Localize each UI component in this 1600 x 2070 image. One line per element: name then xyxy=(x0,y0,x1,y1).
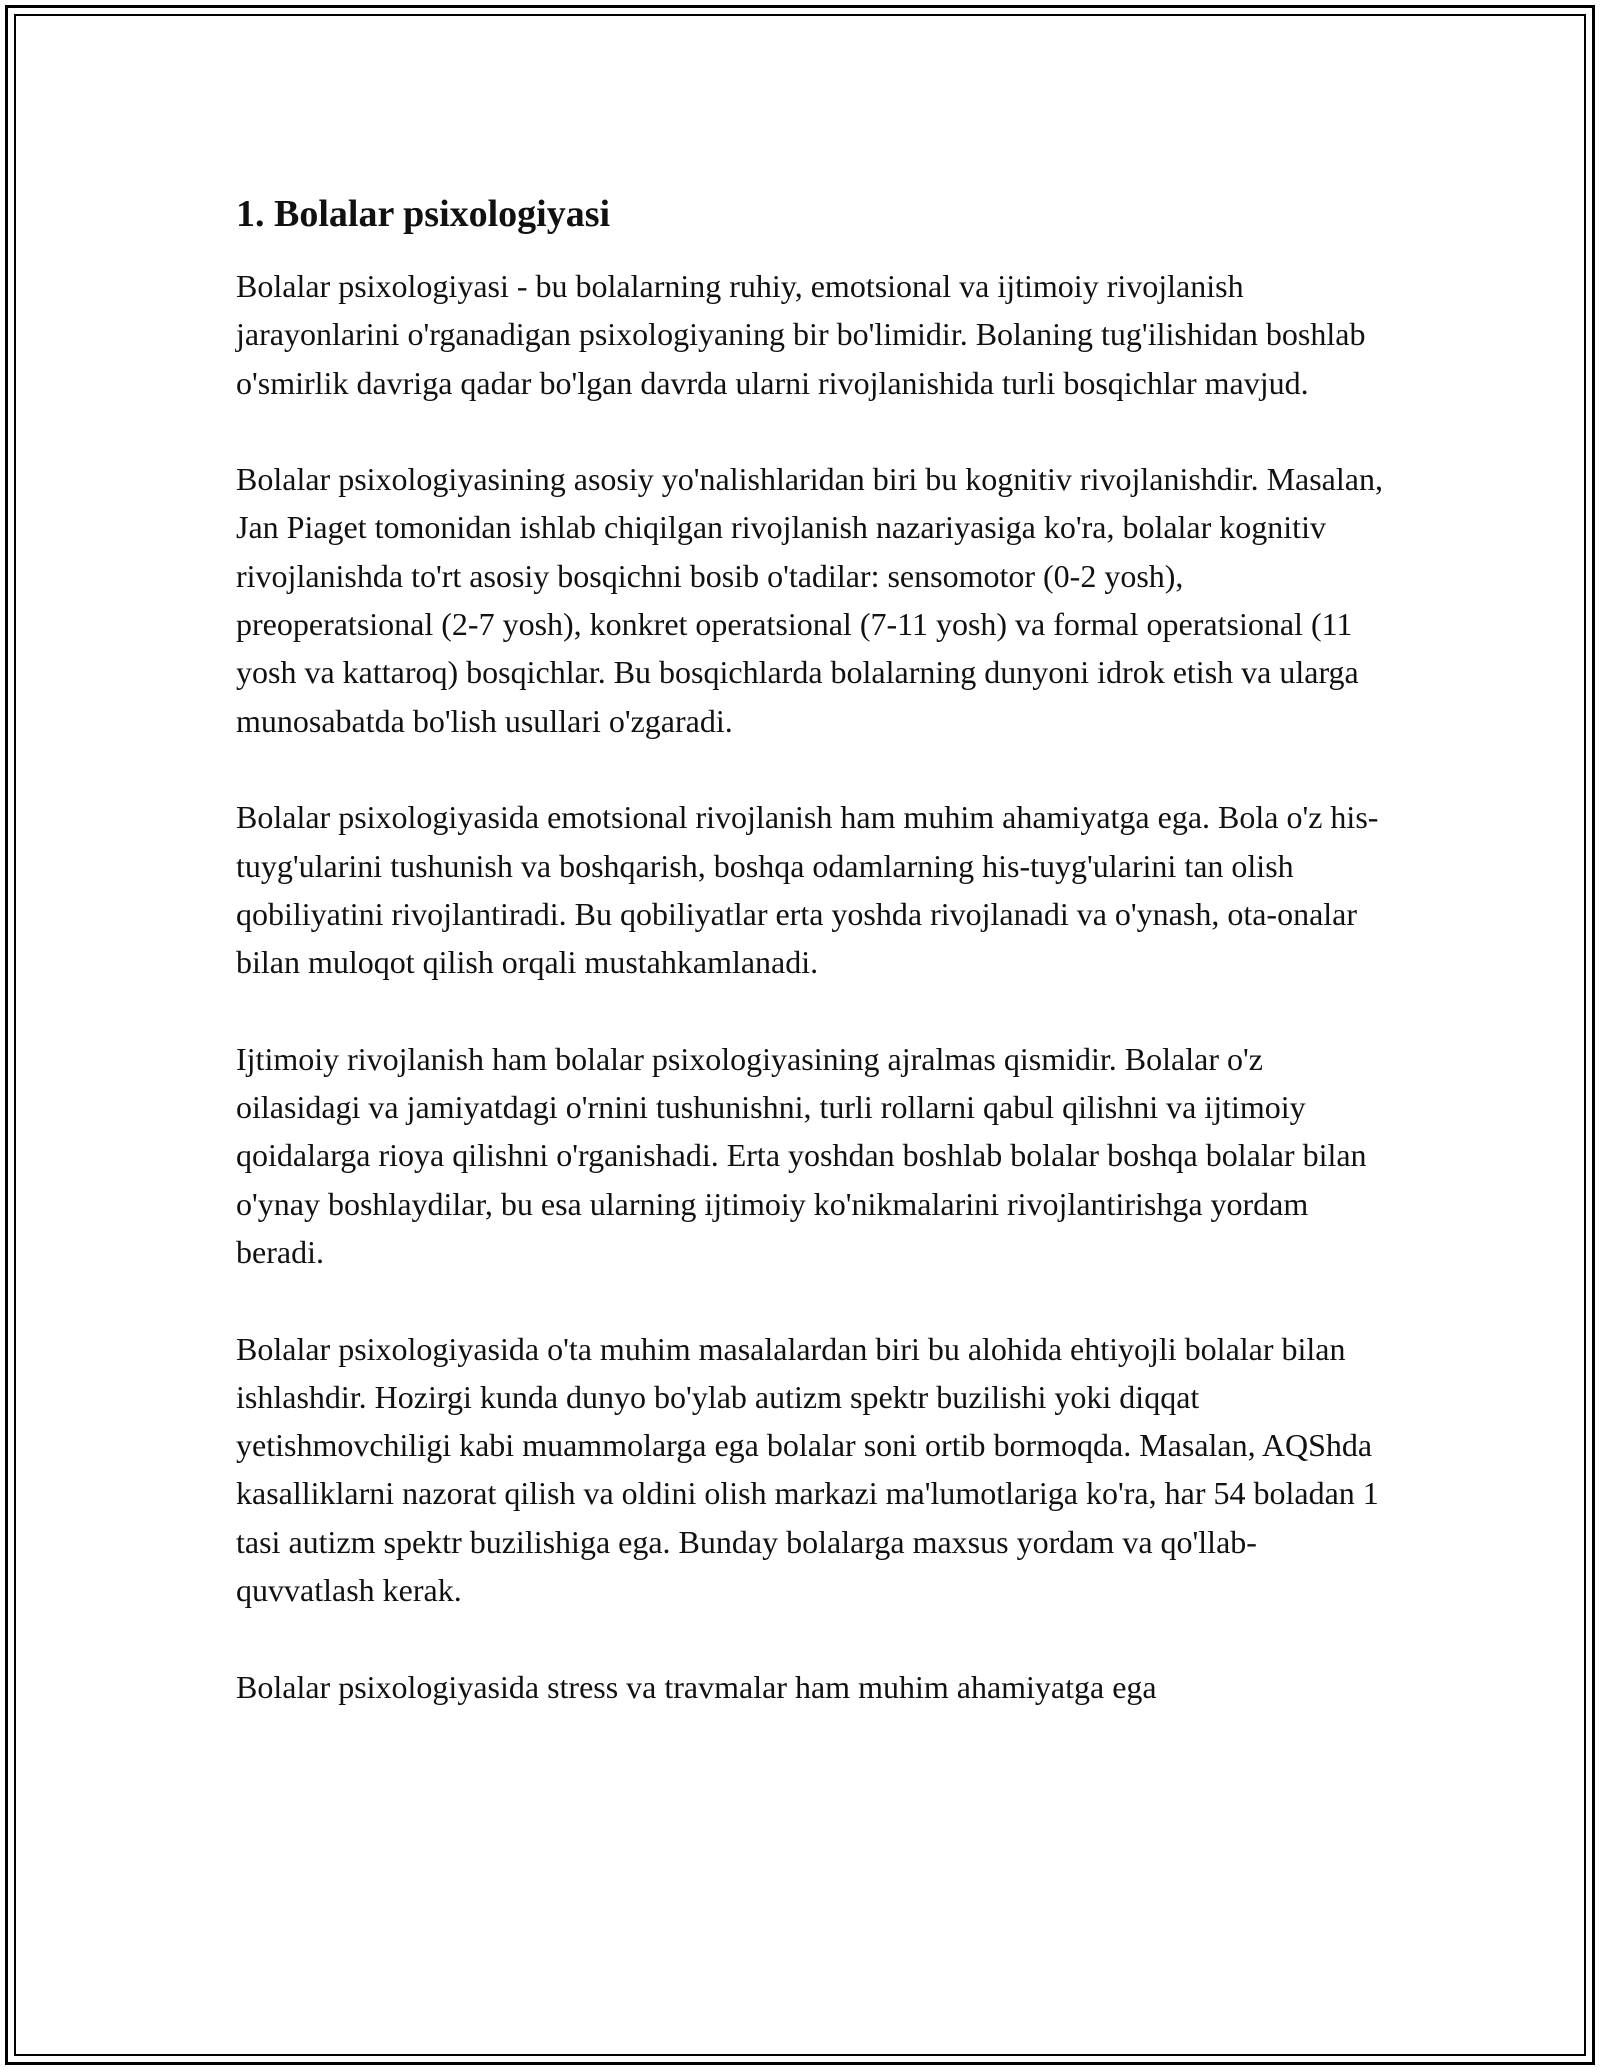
paragraph-intro: Bolalar psixologiyasi - bu bolalarning ruhiy, emotsional va ijtimoiy rivojlanish jarayonlarini o'rganadigan psixologiyaning bir bo'limidir. Bolaning tug'ilishidan boshlab o'smirlik davriga qadar bo'lgan davrda ularni rivojlanishida turli bosqichlar mavjud. xyxy=(236,268,1366,401)
paragraph-special-needs: Bolalar psixologiyasida o'ta muhim masalalardan biri bu alohida ehtiyojli bolalar bilan ishlashdir. Hozirgi kunda dunyo bo'ylab autizm spektr buzilishi yoki diqqat yetishmovchiligi kabi muammolarga ega bolalar soni ortib bormoqda. Masalan, AQShda kasalliklarni nazorat qilish va oldini olish markazi ma'lumotlariga ko'ra, har 54 boladan 1 tasi autizm spektr buzilishiga ega. Bunday bolalarga maxsus yordam va qo'llab-quvvatlash kerak. xyxy=(236,1330,1379,1609)
paragraph-social-development: Ijtimoiy rivojlanish ham bolalar psixologiyasining ajralmas qismidir. Bolalar o'z oilasidagi va jamiyatdagi o'rnini tushunishni, turli rollarni qabul qilishni va ijtimoiy qoidalarga rioya qilishni o'rganishadi. Erta yoshdan boshlab bolalar boshqa bolalar bilan o'ynay boshlaydilar, bu esa ularning ijtimoiy ko'nikmalarini rivojlantirishga yordam beradi. xyxy=(236,1040,1367,1270)
document-body xyxy=(236,188,1386,1759)
paragraph-stress-trauma: Bolalar psixologiyasida stress va travmalar ham muhim ahamiyatga ega xyxy=(236,1668,1157,1705)
document-title: 1. Bolalar psixologiyasi xyxy=(236,193,611,235)
paragraph-cognitive-development: Bolalar psixologiyasining asosiy yo'nalishlaridan biri bu kognitiv rivojlanishdir. Masalan, Jan Piaget tomonidan ishlab chiqilgan rivojlanish nazariyasiga ko'ra, bolalar kognitiv rivojlanishda to'rt asosiy bosqichni bosib o'tadilar: sensomotor (0-2 yosh), preoperatsional (2-7 yosh), konkret operatsional (7-11 yosh) va formal operatsional (11 yosh va kattaroq) bosqichlar. Bu bosqichlarda bolalarning dunyoni idrok etish va ularga munosabatda bo'lish usullari o'zgaradi. xyxy=(236,461,1383,739)
paragraph-emotional-development: Bolalar psixologiyasida emotsional rivojlanish ham muhim ahamiyatga ega. Bola o'z his-tuyg'ularini tushunish va boshqarish, boshqa odamlarning his-tuyg'ularini tan olish qobiliyatini rivojlantiradi. Bu qobiliyatlar erta yoshda rivojlanadi va o'ynash, ota-onalar bilan muloqot qilish orqali mustahkamlanadi. xyxy=(236,799,1379,981)
